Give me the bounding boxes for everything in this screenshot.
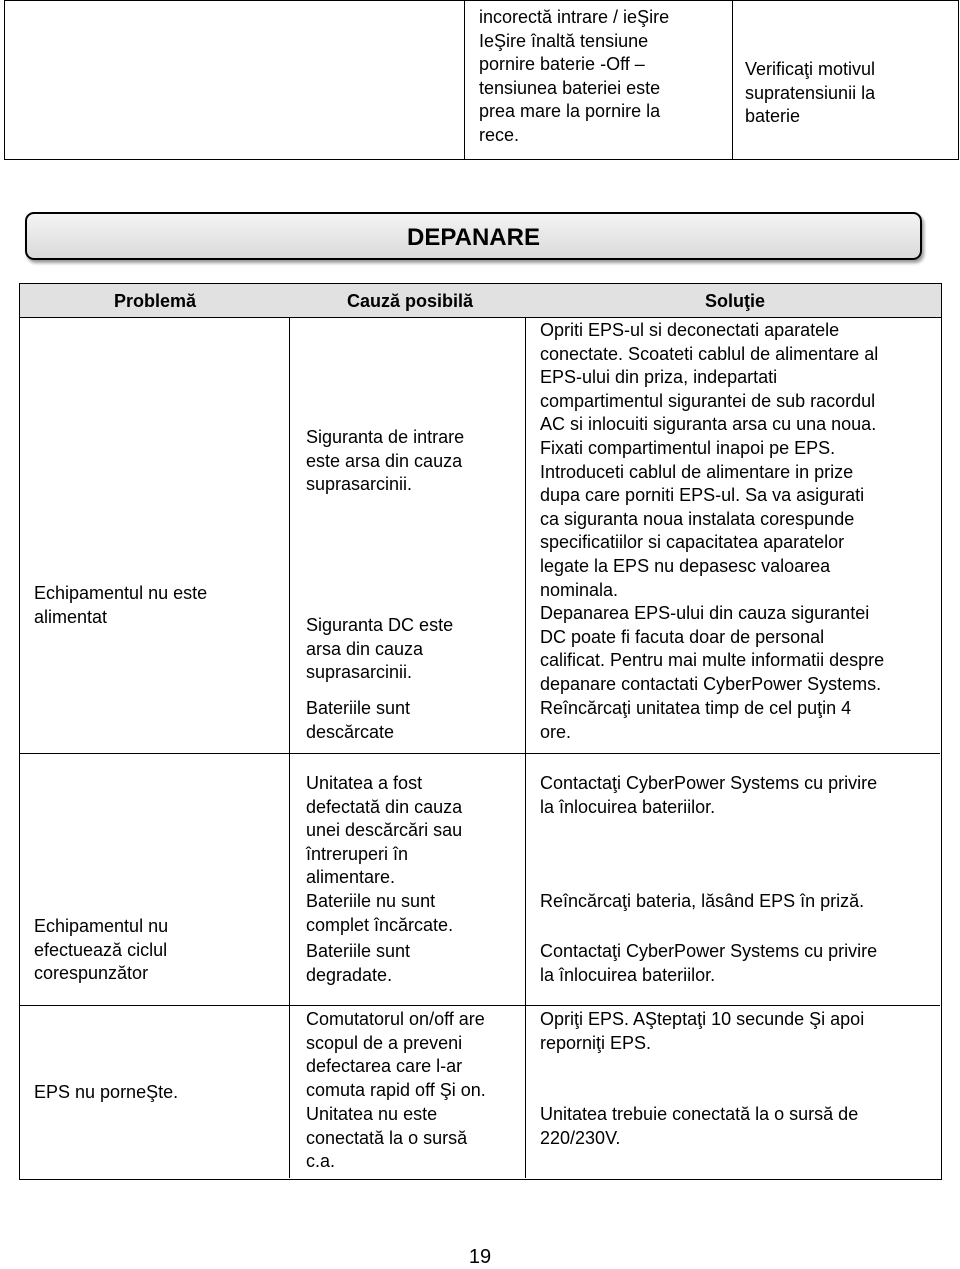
continuation-cause-cell: [465, 1, 733, 159]
problem-no-cycle: Echipamentul nu efectuează ciclul corespunzător: [34, 916, 169, 984]
page-number: 19: [468, 1246, 492, 1268]
solution-input-fuse: Opriti EPS-ul si deconectati aparatele conectate. Scoateti cablul de alimentare al EPS-ului din priza, indepartati compartimentul sigurantei de sub racordul AC si inlocuiti siguranta arsa cu una noua. Fixati compartimentul inapoi pe EPS. Introduceti cablul de alimentare in prize dupa care porniti EPS-ul. Sa va asigurati ca siguranta noua instalata corespunde specificatiilor si capacitatea aparatelor legate la EPS nu depasesc valoarea nominala.: [540, 320, 879, 600]
header-cause: Cauză posibilă: [346, 291, 474, 311]
cause-dc-fuse: Siguranta DC este arsa din cauza suprasarcinii.: [306, 615, 454, 683]
cause-input-fuse: Siguranta de intrare este arsa din cauza suprasarcinii.: [306, 427, 465, 495]
solution-recharge-battery: Reîncărcaţi bateria, lăsând EPS în priză.: [540, 891, 865, 911]
section-title-banner: [25, 212, 922, 260]
empty-problem-cell: [5, 1, 465, 159]
row-divider: [20, 1005, 940, 1006]
cause-not-connected: Unitatea nu este conectată la o sursă c.a.: [306, 1104, 468, 1172]
solution-restart-eps: Opriţi EPS. AŞteptaţi 10 secunde Şi apoi reporniţi EPS.: [540, 1009, 865, 1053]
solution-dc-fuse: Depanarea EPS-ului din cauza sigurantei DC poate fi facuta doar de personal calificat. Pentru mai multe informatii despre depanare contactati CyberPower Systems.: [540, 603, 885, 694]
table-header-row: [20, 284, 941, 318]
cause-unit-damaged: Unitatea a fost defectată din cauza unei descărcări sau întreruperi în alimentare.: [306, 773, 463, 888]
solution-replace-batteries: Contactaţi CyberPower Systems cu privire la înlocuirea bateriilor.: [540, 941, 878, 985]
troubleshooting-table: [19, 283, 942, 1180]
continuation-cause-text: incorectă intrare / ieŞire IeŞire înaltă tensiune pornire baterie -Off – tensiunea bateriei este prea mare la pornire la rece.: [479, 7, 670, 145]
section-title: DEPANARE: [407, 224, 540, 251]
cause-batteries-not-charged: Bateriile nu sunt complet încărcate.: [306, 891, 454, 935]
continuation-solution-text: Verificaţi motivul supratensiunii la baterie: [745, 59, 876, 127]
continuation-table: [4, 0, 959, 160]
problem-eps-not-starting: EPS nu porneŞte.: [34, 1082, 179, 1102]
header-problem: Problemă: [113, 291, 197, 311]
solution-recharge-unit: Reîncărcaţi unitatea timp de cel puţin 4 ore.: [540, 698, 852, 742]
row-divider: [20, 753, 940, 754]
column-divider: [289, 318, 290, 1178]
problem-no-power: Echipamentul nu este alimentat: [34, 583, 208, 627]
continuation-solution-cell: [733, 1, 957, 159]
solution-contact-cyberpower: Contactaţi CyberPower Systems cu privire la înlocuirea bateriilor.: [540, 773, 878, 817]
column-divider: [525, 318, 526, 1178]
solution-connect-source: Unitatea trebuie conectată la o sursă de 220/230V.: [540, 1104, 859, 1148]
cause-batteries-degraded: Bateriile sunt degradate.: [306, 941, 411, 985]
header-solution: Soluţie: [704, 291, 765, 311]
cause-batteries-discharged: Bateriile sunt descărcate: [306, 698, 411, 742]
cause-switch-protection: Comutatorul on/off are scopul de a preveni defectarea care l-ar comuta rapid off Şi on.: [306, 1009, 486, 1100]
